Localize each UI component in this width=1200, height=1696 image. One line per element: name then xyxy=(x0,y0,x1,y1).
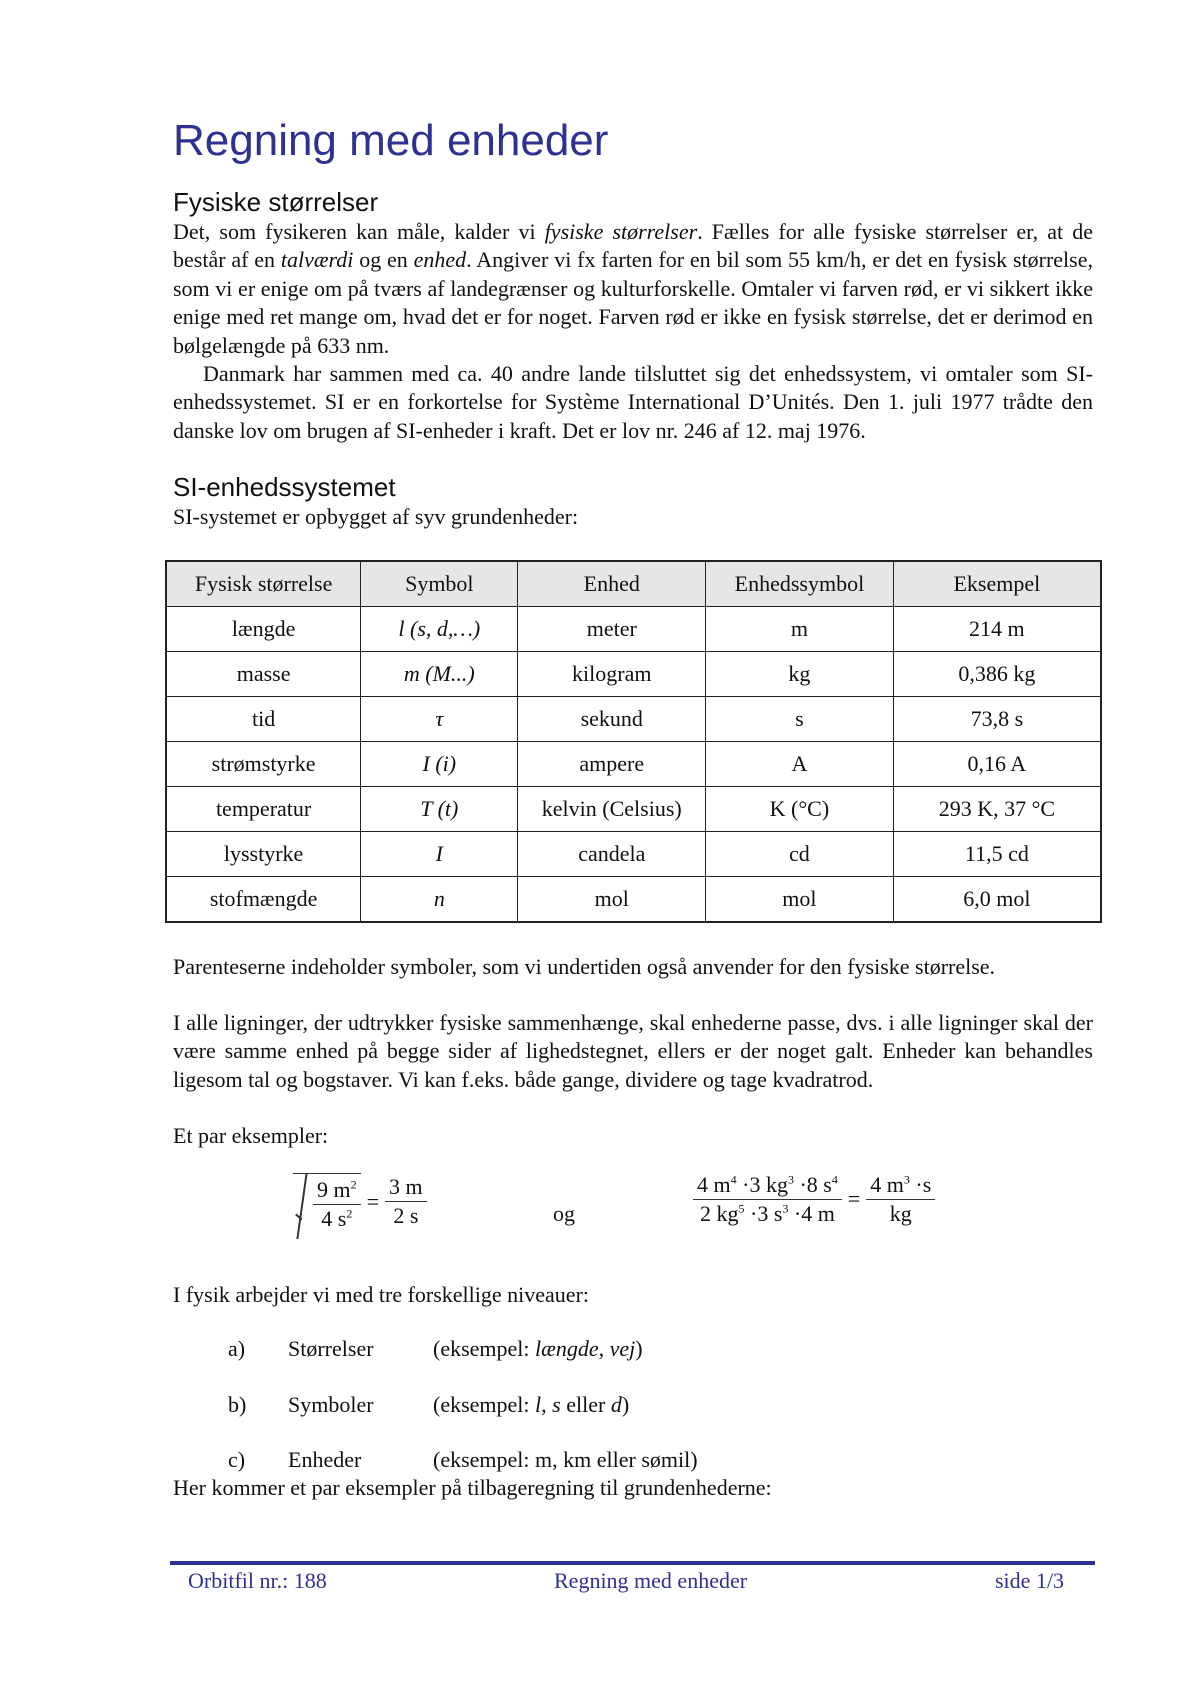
og-connector: og xyxy=(553,1200,575,1226)
table-row xyxy=(166,786,1101,831)
formula-area xyxy=(173,1173,1093,1263)
paragraph-levels-outro: Her kommer et par eksempler på tilbageregning til grundenhederne: xyxy=(173,1475,772,1501)
text-run: . Angiver vi fx farten for en bil som 55 km/h, er det en fysisk størrelse, som vi er enige om på tværs af landegrænser og kulturforskelle. Omtaler vi farven rød, er vi sikkert ikke enige med ret mange om, hvad det er for noget. Farven rød er ikke en fysisk størrelse, det er derimod en bølgelængde på 633 nm. xyxy=(173,247,1093,358)
table-cell: 11,5 cd xyxy=(893,831,1101,876)
paragraph-examples-intro: Et par eksempler: xyxy=(173,1123,329,1149)
formula-text: ·3 kg xyxy=(736,1171,788,1197)
table-cell: mol xyxy=(518,876,706,922)
fraction-denominator xyxy=(696,1200,839,1226)
emphasis: længde, vej xyxy=(535,1336,636,1362)
fraction-numerator: 3 m xyxy=(385,1175,427,1202)
paragraph-si-intro: SI-systemet er opbygget af syv grundenheder: xyxy=(173,504,579,530)
table-cell: 73,8 s xyxy=(893,696,1101,741)
text-run: ) xyxy=(635,1336,643,1362)
list-item xyxy=(173,1446,1093,1474)
emphasis-talvaerdi: talværdi xyxy=(280,247,354,273)
fraction-numerator xyxy=(866,1173,935,1200)
emphasis: l, s xyxy=(535,1392,561,1418)
exponent: 2 xyxy=(350,1177,357,1192)
formula-text: 9 m xyxy=(317,1176,351,1202)
exponent: 3 xyxy=(903,1172,910,1187)
table-cell: kilogram xyxy=(518,651,706,696)
table-cell: mol xyxy=(706,876,894,922)
table-cell: ampere xyxy=(518,741,706,786)
table-cell: længde xyxy=(166,606,361,651)
table-header-row xyxy=(166,561,1101,607)
fraction xyxy=(693,1173,842,1226)
footer-left: Orbitfil nr.: 188 xyxy=(188,1568,327,1593)
table-cell: s xyxy=(706,696,894,741)
table-row xyxy=(166,651,1101,696)
fraction-denominator: kg xyxy=(889,1200,912,1226)
table-row xyxy=(166,696,1101,741)
list-example xyxy=(433,1391,629,1419)
list-item xyxy=(173,1335,1093,1363)
formula-text: ·s xyxy=(909,1171,932,1197)
emphasis: d xyxy=(610,1392,622,1418)
fraction-denominator: 2 s xyxy=(393,1203,419,1229)
table-cell: candela xyxy=(518,831,706,876)
fraction xyxy=(385,1175,427,1228)
paragraph-levels-intro: I fysik arbejder vi med tre forskellige niveauer: xyxy=(173,1281,590,1307)
formula-text: 2 kg xyxy=(700,1200,739,1226)
exponent: 4 xyxy=(831,1172,838,1187)
list-letter: c) xyxy=(228,1447,246,1473)
table-cell: strømstyrke xyxy=(166,741,361,786)
table-header-cell: Enhedssymbol xyxy=(706,561,894,607)
table-cell: kelvin (Celsius) xyxy=(518,786,706,831)
table-cell: 0,386 kg xyxy=(893,651,1101,696)
text-run: (eksempel: xyxy=(433,1392,536,1418)
list-item xyxy=(173,1391,1093,1419)
table-cell: meter xyxy=(518,606,706,651)
equals-sign: = xyxy=(847,1186,861,1212)
list-letter: a) xyxy=(228,1336,246,1362)
table-cell: m xyxy=(706,606,894,651)
sqrt-icon xyxy=(293,1173,361,1231)
table-cell: tid xyxy=(166,696,361,741)
text-run: (eksempel: xyxy=(433,1336,536,1362)
table-cell: kg xyxy=(706,651,894,696)
table-cell-symbol: l (s, d,…) xyxy=(361,606,518,651)
exponent: 2 xyxy=(346,1206,353,1221)
fraction-denominator xyxy=(317,1205,356,1231)
table-cell: masse xyxy=(166,651,361,696)
formula-text: 4 m xyxy=(870,1171,904,1197)
formula-product-example xyxy=(693,1173,935,1226)
paragraph-fysiske-2: Danmark har sammen med ca. 40 andre lande tilsluttet sig det enhedssystem, vi omtaler som SI-enhedssystemet. SI er en forkortelse for Système International D’Unités. Den 1. juli 1977 trådte den danske lov om brugen af SI-enheder i kraft. Det er lov nr. 246 af 12. maj 1976. xyxy=(173,361,1093,443)
list-example: (eksempel: m, km eller sømil) xyxy=(433,1447,698,1473)
table-cell-symbol: T (t) xyxy=(361,786,518,831)
text-run: eller xyxy=(560,1392,611,1418)
si-units-table xyxy=(165,560,1102,923)
formula-text: ·8 s xyxy=(793,1171,832,1197)
page-title: Regning med enheder xyxy=(173,116,609,165)
table-cell: lysstyrke xyxy=(166,831,361,876)
table-cell: A xyxy=(706,741,894,786)
table-cell: 214 m xyxy=(893,606,1101,651)
emphasis-enhed: enhed xyxy=(413,247,467,273)
table-cell: cd xyxy=(706,831,894,876)
table-cell-symbol: τ xyxy=(361,696,518,741)
table-cell-symbol: m (M...) xyxy=(361,651,518,696)
list-letter: b) xyxy=(228,1392,247,1418)
table-cell: 6,0 mol xyxy=(893,876,1101,922)
table-cell-symbol: I (i) xyxy=(361,741,518,786)
table-cell: temperatur xyxy=(166,786,361,831)
formula-text: ·3 s xyxy=(744,1200,783,1226)
table-cell-symbol: n xyxy=(361,876,518,922)
exponent: 5 xyxy=(738,1201,745,1216)
fraction xyxy=(313,1178,361,1231)
formula-sqrt-example xyxy=(293,1173,427,1231)
fraction-numerator xyxy=(313,1178,361,1205)
text-run: og en xyxy=(353,247,414,273)
footer-divider xyxy=(170,1561,1095,1565)
table-header-cell: Symbol xyxy=(361,561,518,607)
table-row xyxy=(166,741,1101,786)
paragraph-fysiske-1 xyxy=(173,218,1093,360)
exponent: 4 xyxy=(730,1172,737,1187)
exponent: 3 xyxy=(787,1172,794,1187)
footer-center: Regning med enheder xyxy=(554,1568,748,1593)
list-term: Størrelser xyxy=(288,1336,374,1362)
fraction-numerator xyxy=(693,1173,842,1200)
page-content xyxy=(173,112,1093,1503)
exponent: 3 xyxy=(782,1201,789,1216)
table-header-cell: Fysisk størrelse xyxy=(166,561,361,607)
table-header-cell: Eksempel xyxy=(893,561,1101,607)
list-term: Enheder xyxy=(288,1447,362,1473)
table-row xyxy=(166,831,1101,876)
table-cell: sekund xyxy=(518,696,706,741)
paragraph-parentheses: Parenteserne indeholder symboler, som vi undertiden også anvender for den fysiske størrelse. xyxy=(173,953,996,979)
formula-text: 4 s xyxy=(321,1205,347,1231)
paragraph-equations: I alle ligninger, der udtrykker fysiske sammenhænge, skal enhederne passe, dvs. i alle ligninger skal der være samme enhed på begge sider af lighedstegnet, ellers er der noget galt. Enheder kan behandles ligesom tal og bogstaver. Vi kan f.eks. både gange, dividere og tage kvadratrod. xyxy=(173,1010,1093,1092)
emphasis-fysiske-storrelser: fysiske størrelser xyxy=(544,219,698,244)
text-run: ) xyxy=(621,1392,630,1418)
table-cell: K (°C) xyxy=(706,786,894,831)
table-header-cell: Enhed xyxy=(518,561,706,607)
formula-text: 4 m xyxy=(697,1171,731,1197)
text-run: . Fælles for alle fysiske størrelser er, at de består af en xyxy=(173,219,1093,273)
section-heading-fysiske: Fysiske størrelser xyxy=(173,187,379,217)
list-term: Symboler xyxy=(288,1392,374,1418)
section-heading-si: SI-enhedssystemet xyxy=(173,472,396,503)
table-row xyxy=(166,606,1101,651)
list-example xyxy=(433,1335,643,1363)
formula-text: ·4 m xyxy=(788,1200,835,1226)
fraction xyxy=(866,1173,935,1226)
table-cell-symbol: I xyxy=(361,831,518,876)
table-cell: 293 K, 37 °C xyxy=(893,786,1101,831)
equals-sign: = xyxy=(366,1188,380,1214)
table-cell: 0,16 A xyxy=(893,741,1101,786)
table-row xyxy=(166,876,1101,922)
text-run: Det, som fysikeren kan måle, kalder vi xyxy=(173,219,545,244)
footer-page-number: side 1/3 xyxy=(995,1568,1065,1593)
table-cell: stofmængde xyxy=(166,876,361,922)
